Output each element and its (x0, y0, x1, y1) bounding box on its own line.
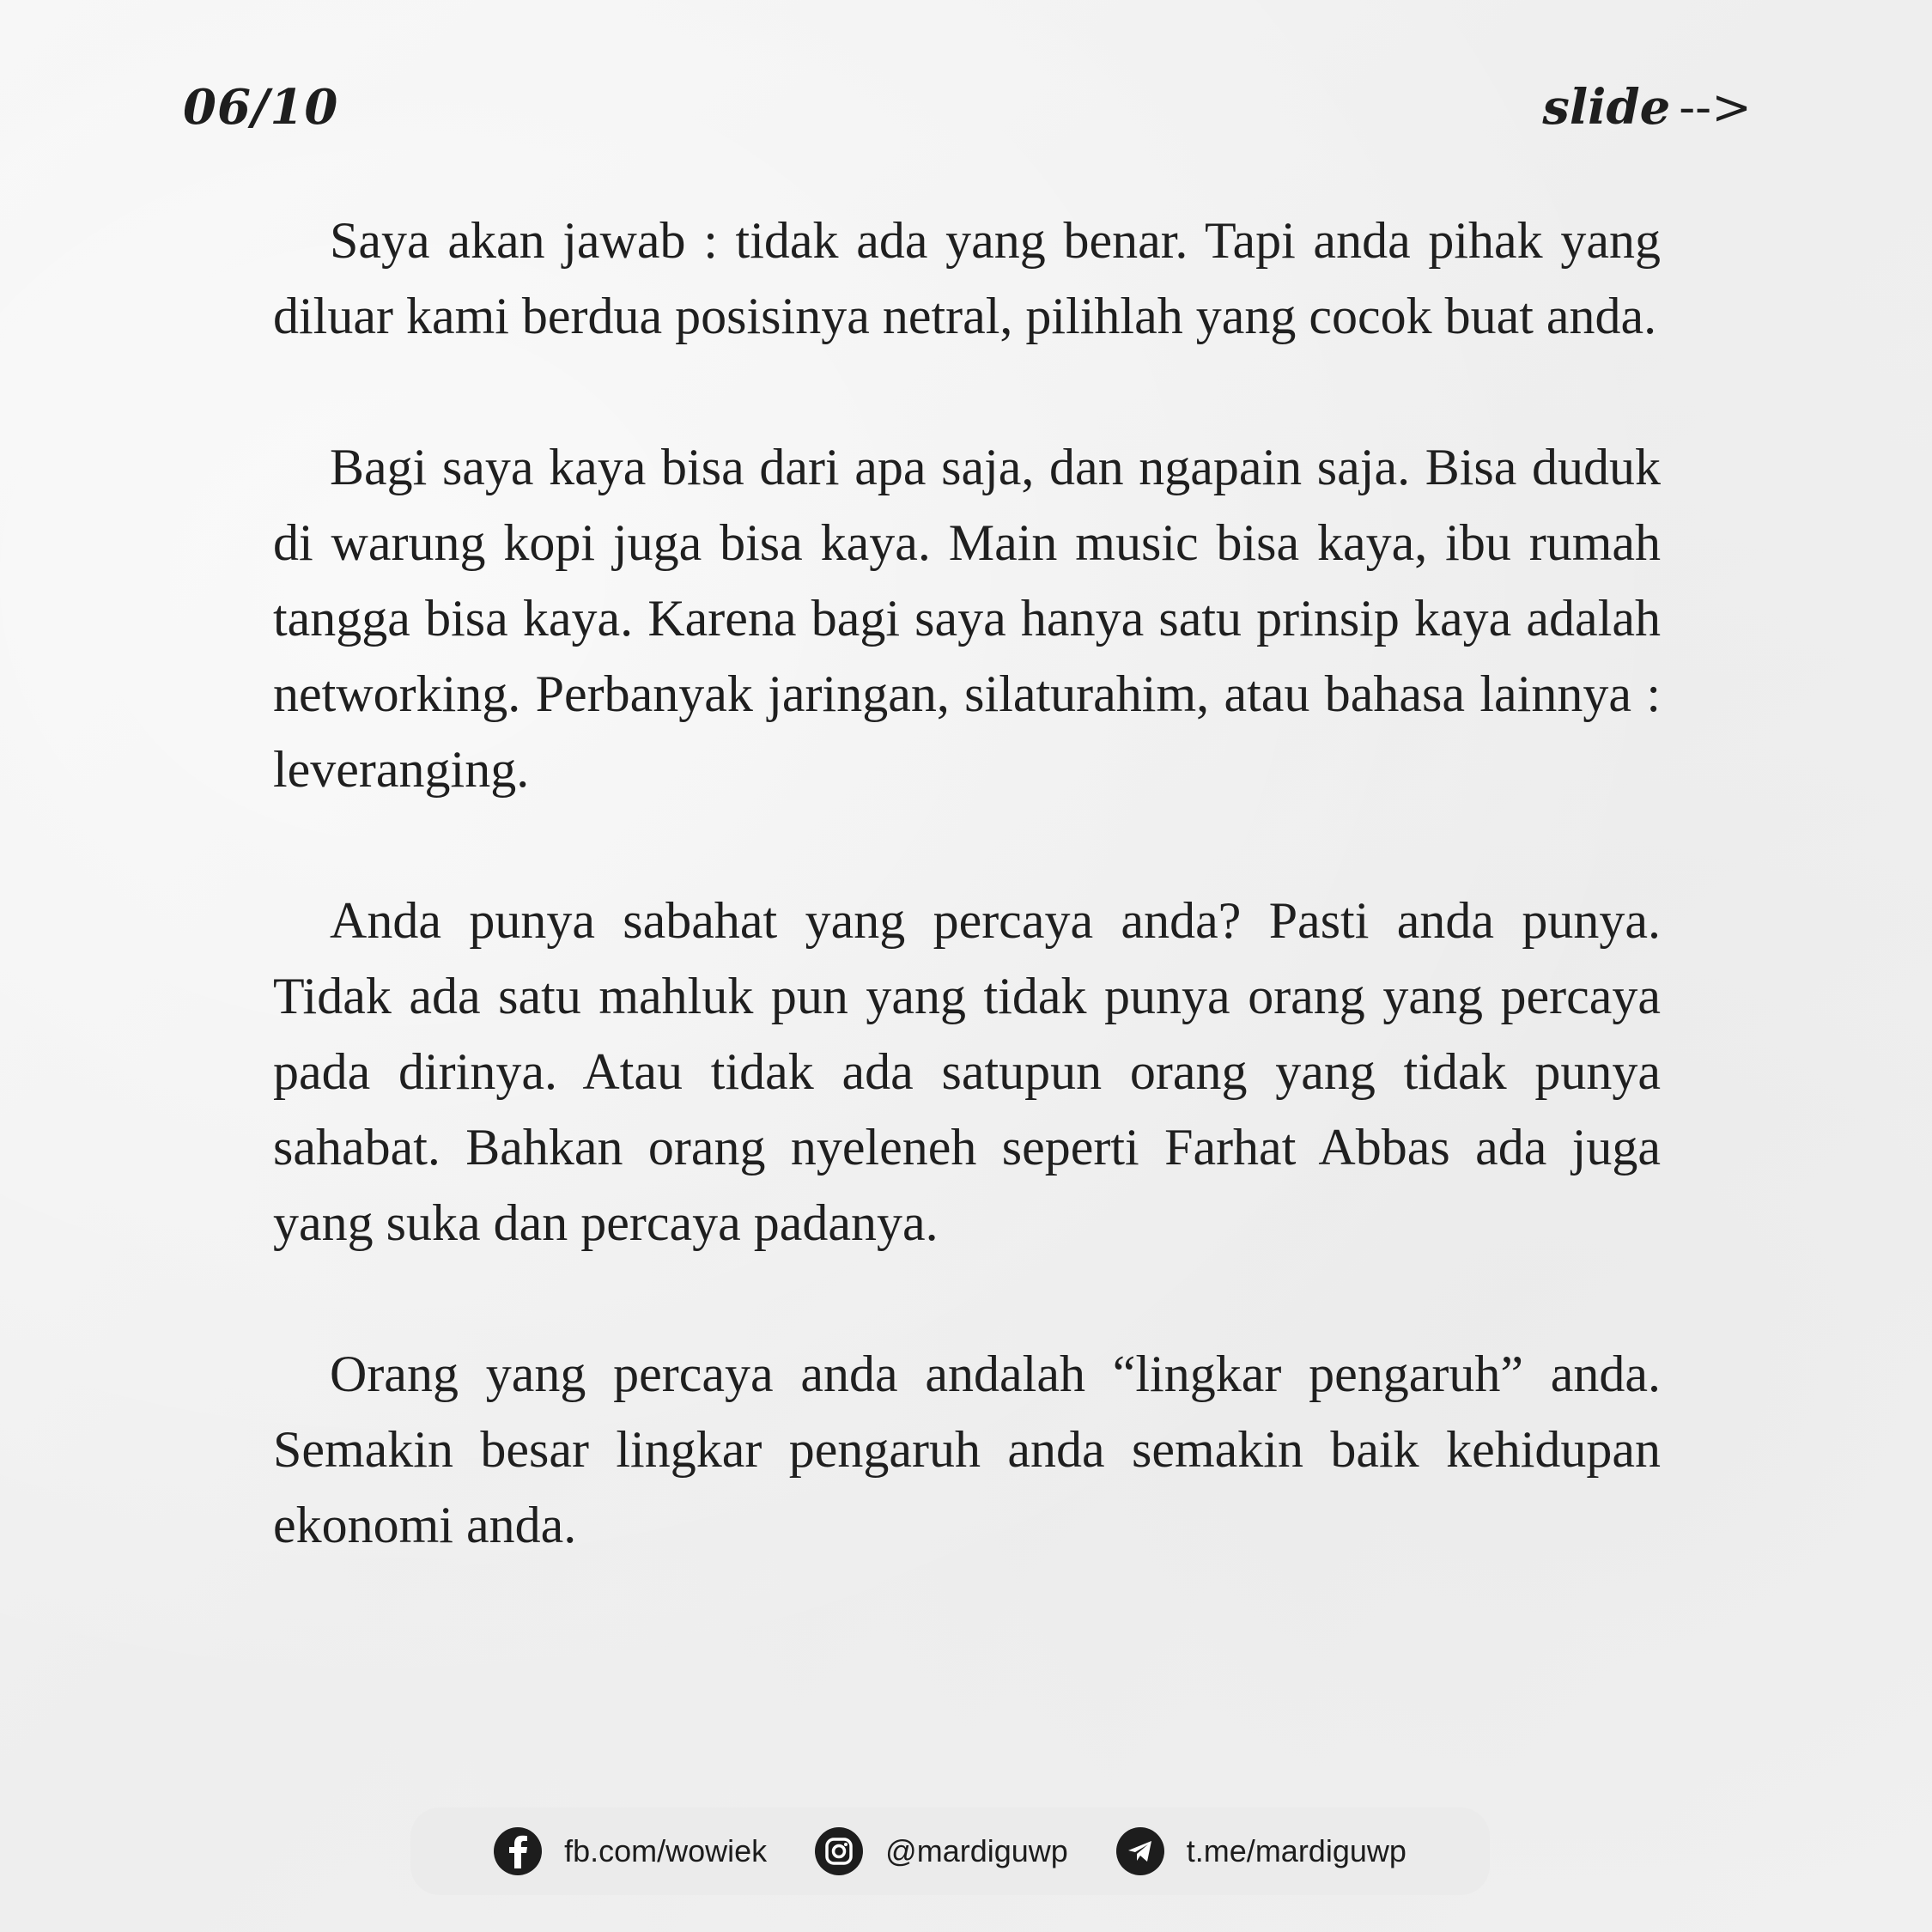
page-indicator: 06/10 (183, 79, 339, 136)
telegram-label: t.me/mardiguwp (1186, 1833, 1406, 1868)
arrow-icon: --> (1679, 80, 1752, 136)
social-instagram[interactable] (815, 1827, 1068, 1875)
facebook-label: fb.com/wowiek (564, 1833, 768, 1868)
paragraph: Orang yang percaya anda andalah “lingkar pengaruh” anda. Semakin besar lingkar pengaruh anda semakin baik kehidupan ekonomi anda. (273, 1346, 1661, 1553)
social-telegram[interactable] (1116, 1827, 1406, 1875)
slide-hint-word: slide (1542, 79, 1671, 136)
social-facebook[interactable] (494, 1827, 767, 1875)
paragraph: Bagi saya kaya bisa dari apa saja, dan ngapain saja. Bisa duduk di warung kopi juga bisa kaya. Main music bisa kaya, ibu rumah tangga bisa kaya. Karena bagi saya hanya satu prinsip kaya adalah networking. Perbanyak jaringan, silaturahim, atau bahasa lainnya : leveranging. (273, 439, 1661, 798)
instagram-icon (815, 1827, 863, 1875)
slide-hint (1542, 79, 1752, 136)
paragraph: Saya akan jawab : tidak ada yang benar. Tapi anda pihak yang diluar kami berdua posisinya netral, pilihlah yang cocok buat anda. (273, 212, 1661, 344)
facebook-icon (494, 1827, 542, 1875)
social-footer (410, 1807, 1490, 1895)
instagram-label: @mardiguwp (885, 1833, 1068, 1868)
body-text (273, 203, 1661, 1638)
telegram-icon (1116, 1827, 1164, 1875)
paragraph: Anda punya sabahat yang percaya anda? Pasti anda punya. Tidak ada satu mahluk pun yang tidak punya orang yang percaya pada dirinya. Atau tidak ada satupun orang yang tidak punya sahabat. Bahkan orang nyeleneh seperti Farhat Abbas ada juga yang suka dan percaya padanya. (273, 892, 1661, 1251)
